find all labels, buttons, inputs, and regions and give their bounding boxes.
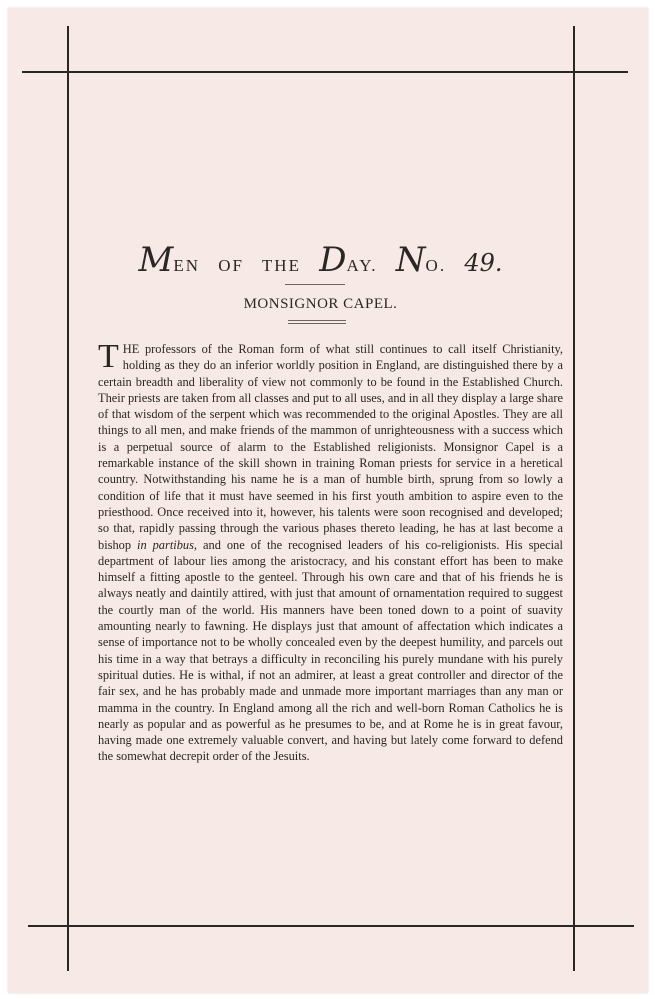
title-men-rest: EN [173, 256, 200, 275]
title-separator [285, 284, 345, 285]
drop-cap: T [98, 338, 119, 375]
article-italic-phrase: in partibus, [137, 537, 198, 552]
title-day-rest: AY. [346, 256, 378, 275]
article-body [98, 338, 563, 765]
title-number: 49. [464, 249, 503, 277]
right-border-rule [573, 26, 575, 971]
subtitle-separator-1 [288, 320, 346, 321]
left-border-rule [67, 26, 69, 971]
page-title [68, 240, 573, 280]
title-the: THE [261, 256, 301, 275]
article-subtitle: MONSIGNOR CAPEL. [243, 296, 398, 312]
title-of: OF [218, 256, 244, 275]
page-sheet [8, 8, 648, 993]
article-text-part2: and one of the recognised leaders of his co-religionists. His special department of labour lies among the aristocracy, and his constant effort has been to make himself a fitting apostle to the genteel. Through his own care and that of his friends he is always neatly and daintily attired, with just that amount of ornamentation required to suggest the courtly man of the world. His manners have been toned down to a point of suavity amounting nearly to fawning. He displays just that amount of affectation which indicates a sense of importance not to be wholly concealed even by the deepest humility, and parcels out his time in a way that betrays a difficulty in reconciling his purely mundane with his purely spiritual duties. He is withal, if not an admirer, at least a great controller and director of the fair sex, and he has probably made and unmade more important marriages than any man or mamma in the country. In England among all the rich and well-born Roman Catholics he is nearly as popular and as powerful as he presumes to be, and at Rome he is in great favour, having made one extremely valuable convert, and having but lately come forward to defend the somewhat decrepit order of the Jesuits. [98, 537, 563, 764]
subtitle-separator-2 [288, 323, 346, 324]
title-day-initial: D [319, 240, 347, 280]
bottom-border-rule [28, 925, 634, 927]
title-men-initial: M [138, 240, 174, 280]
title-no-rest: O. [425, 256, 447, 275]
article-text-part1: HE professors of the Roman form of what still continues to call itself Christianity, holding as they do an inferior worldly position in England, are distinguished there by a certain breadth and liberality of view not commonly to be found in the Established Church. Their priests are taken from all classes and put to all uses, and in all they display a large share of that wisdom of the serpent which was recommended to the original Apostles. They are all things to all men, and make friends of the mammon of unrighteousness with a success which is a perpetual source of alarm to the Established religionists. Monsignor Capel is a remarkable instance of the skill shown in training Roman priests for service in a heretical country. Notwithstanding his name he is a man of humble birth, sprung from so lowly a condition of life that it must have seemed in his first youth ambition to aspire even to the priesthood. Once received into it, however, his talents were soon recognised and developed; so that, rapidly passing through the various phases thereto leading, he has at last become a bishop [98, 342, 563, 552]
title-no-initial: N [395, 240, 426, 280]
top-border-rule [22, 71, 628, 73]
